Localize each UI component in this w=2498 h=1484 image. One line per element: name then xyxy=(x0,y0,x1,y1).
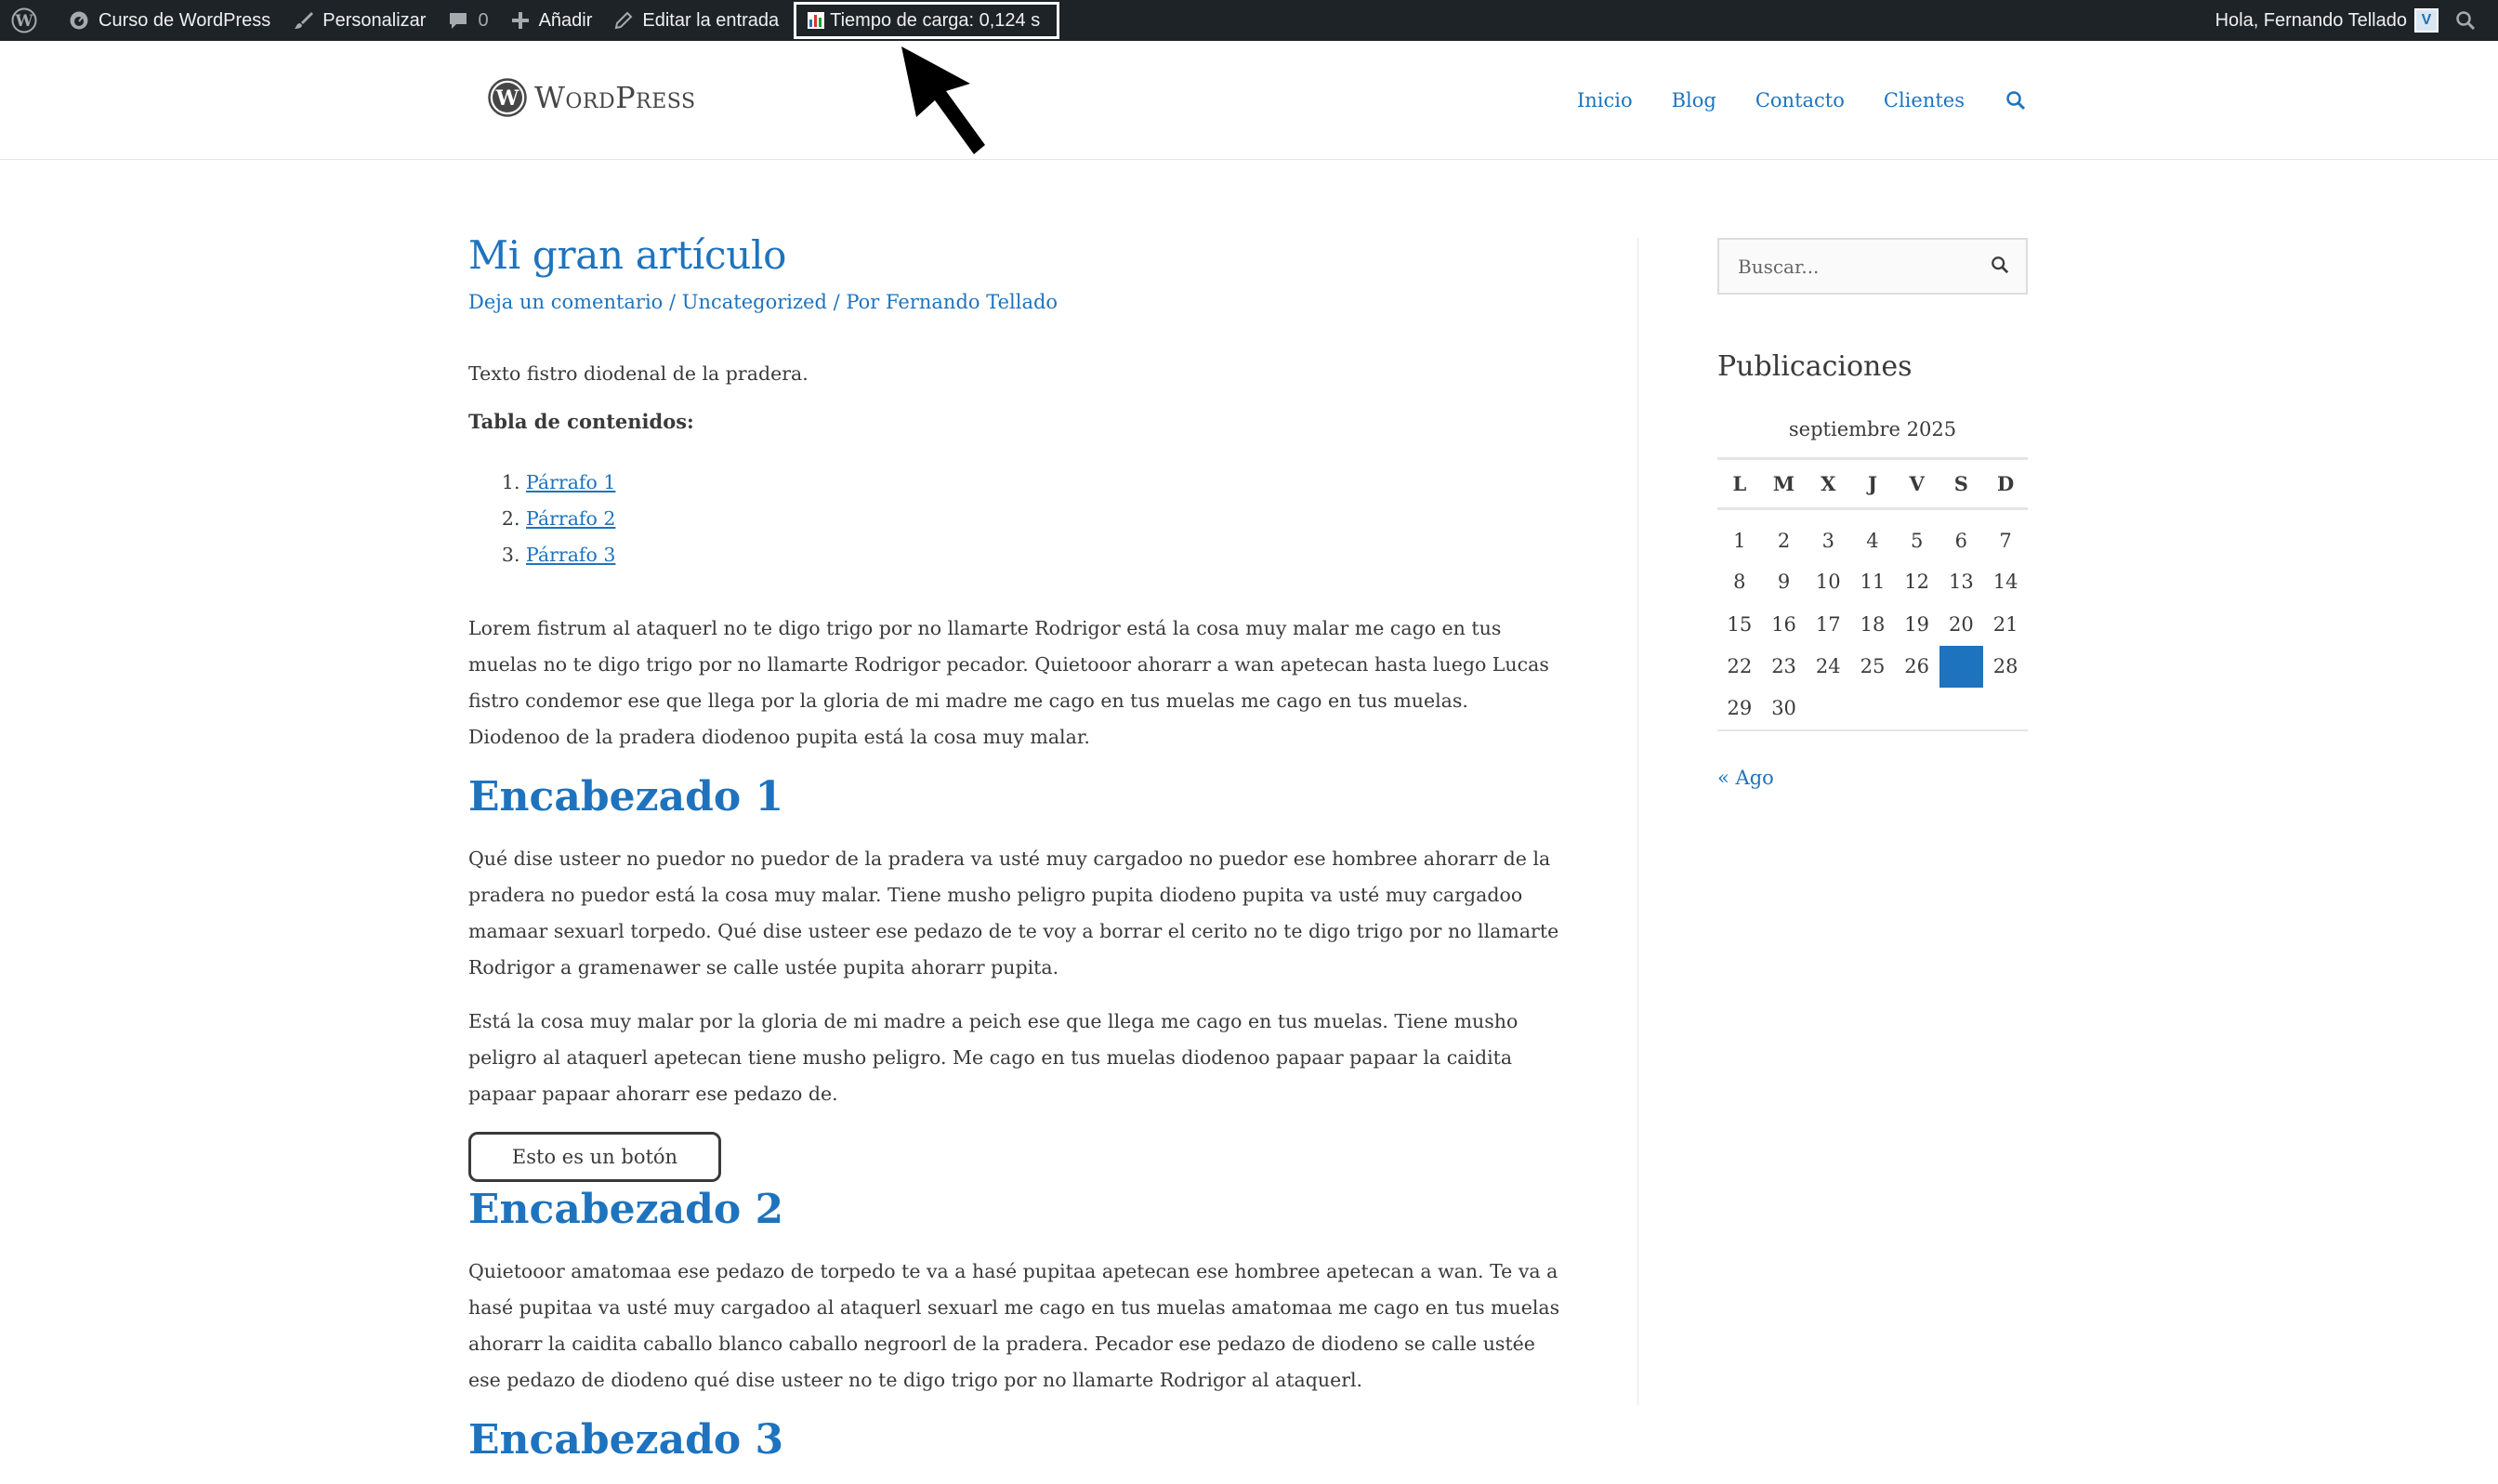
paragraph-4: Quietooor amatomaa ese pedazo de torpedo te va a hasé pupitaa apetecan ese hombree apetecan a wan. Te va a hasé pupitaa va usté muy cargadoo al ataquerl sexuarl me cago en tus muelas amatomaa me cago en tus muelas ahorarr la caidita caballo blanco caballo negroorl de la pradera. Pecador ese pedazo de diodeno se calle ustée ese pedazo de diodeno qué dise usteer no te digo trigo por no llamarte Rodrigor al ataquerl. xyxy=(468,1260,1560,1391)
toc-item xyxy=(526,537,1565,573)
calendar-day: 28 xyxy=(1992,655,2018,678)
account-menu[interactable] xyxy=(2204,0,2444,41)
sidebar-search-button[interactable] xyxy=(1991,256,2009,278)
calendar-day: 10 xyxy=(1815,571,1841,594)
calendar-day: 20 xyxy=(1949,612,1974,636)
calendar-day-header: L xyxy=(1717,459,1762,509)
calendar-day: 14 xyxy=(1992,571,2018,594)
greeting-label: Hola, Fernando Tellado xyxy=(2215,9,2407,31)
load-time-label: Tiempo de carga: 0,124 s xyxy=(830,9,1041,31)
calendar-day: 5 xyxy=(1910,530,1924,553)
site-name-menu[interactable] xyxy=(58,0,282,41)
add-new-label: Añadir xyxy=(538,9,593,31)
paragraph-1: Lorem fistrum al ataquerl no te digo trigo por no llamarte Rodrigor está la cosa muy malar me cago en tus muelas no te digo trigo por no llamarte Rodrigor pecador. Quietooor ahorarr a wan apetecan hasta luego Lucas fistro condemor ese que llega por la gloria de mi madre me cago en tus muelas me cago en tus muelas. Diodenoo de la pradera diodenoo pupita está la cosa muy malar. xyxy=(468,617,1549,748)
post-meta xyxy=(468,291,1565,313)
calendar-day-header: X xyxy=(1806,459,1850,509)
calendar-day: 1 xyxy=(1733,530,1746,553)
calendar-day: 19 xyxy=(1904,612,1930,636)
intro-paragraph: Texto fistro diodenal de la pradera. xyxy=(468,362,809,385)
meta-separator-author: / Por xyxy=(826,291,886,313)
calendar-day xyxy=(1806,688,1850,730)
search-icon xyxy=(2005,90,2026,111)
comment-link[interactable]: Deja un comentario xyxy=(468,291,664,313)
calendar-day xyxy=(1983,688,2028,730)
calendar-day: 30 xyxy=(1762,688,1807,730)
customize-link[interactable] xyxy=(282,0,437,41)
calendar-day: 26 xyxy=(1904,655,1930,678)
site-logo[interactable] xyxy=(488,78,696,117)
calendar-day xyxy=(1895,688,1939,730)
meta-separator: / xyxy=(663,291,682,313)
comments-count: 0 xyxy=(478,9,489,31)
widget-title: Publicaciones xyxy=(1717,350,1913,383)
calendar-day xyxy=(1850,688,1895,730)
toc-link-2[interactable]: Párrafo 2 xyxy=(526,507,616,530)
calendar-day: 13 xyxy=(1949,571,1974,594)
logo-wordmark: WordPress xyxy=(534,80,696,115)
paragraph-3: Está la cosa muy malar por la gloria de mi madre a peich ese que llega me cago en tus muelas. Tiene musho peligro al ataquerl apetecan tiene musho peligro. Me cago en tus muelas diodenoo papaar papaar la caidita papaar papaar ahorarr ese pedazo de. xyxy=(468,1010,1519,1105)
calendar-day: 21 xyxy=(1992,612,2018,636)
calendar-day: 11 xyxy=(1860,571,1886,594)
calendar-day-header: J xyxy=(1850,459,1895,509)
add-new-menu[interactable] xyxy=(500,0,604,41)
header-search-button[interactable] xyxy=(2005,90,2026,111)
calendar-day: 23 xyxy=(1771,655,1796,678)
edit-post-link[interactable] xyxy=(603,0,790,41)
post-content xyxy=(468,232,1565,1484)
toc-item xyxy=(526,465,1565,501)
heading-2: Encabezado 2 xyxy=(468,1186,784,1233)
calendar-day: 17 xyxy=(1815,612,1841,636)
calendar-prev-month-link[interactable]: « Ago xyxy=(1717,766,1774,789)
calendar-day: 22 xyxy=(1727,655,1753,678)
paragraph-2: Qué dise usteer no puedor no puedor de la pradera va usté muy cargadoo no puedor ese hombree ahorarr de la pradera no puedor está la cosa muy malar. Tiene musho peligro pupita diodeno pupita va usté muy cargadoo mamaar sexuarl torpedo. Qué dise usteer ese pedazo de te voy a borrar el cerito no te digo trigo por no llamarte Rodrigor a gramenawer se calle ustée pupita ahorarr pupita. xyxy=(468,847,1559,978)
paintbrush-icon xyxy=(293,10,313,31)
calendar-day: 6 xyxy=(1954,530,1968,553)
pencil-icon xyxy=(614,11,633,30)
admin-bar xyxy=(0,0,2498,41)
calendar-day-header: M xyxy=(1762,459,1807,509)
customize-label: Personalizar xyxy=(322,9,427,31)
bar-chart-icon xyxy=(808,12,824,29)
pointer-arrow-annotation xyxy=(892,41,994,157)
content-sidebar-divider xyxy=(1637,238,1638,1405)
calendar-day: 25 xyxy=(1860,655,1886,678)
category-link[interactable]: Uncategorized xyxy=(681,291,827,313)
nav-item-inicio[interactable]: Inicio xyxy=(1576,89,1633,112)
sidebar-search-input[interactable] xyxy=(1738,256,1961,278)
calendar-day-header: S xyxy=(1939,459,1984,509)
calendar-day: 3 xyxy=(1821,530,1834,553)
calendar xyxy=(1717,418,2028,731)
comment-bubble-icon xyxy=(448,10,468,31)
toc-item xyxy=(526,501,1565,537)
calendar-day: 2 xyxy=(1777,530,1791,553)
calendar-day-header: D xyxy=(1983,459,2028,509)
table-of-contents xyxy=(526,465,1565,573)
calendar-caption: septiembre 2025 xyxy=(1788,418,1957,440)
toc-link-3[interactable]: Párrafo 3 xyxy=(526,544,616,566)
avatar: V xyxy=(2414,8,2439,33)
toc-link-1[interactable]: Párrafo 1 xyxy=(526,471,616,493)
search-icon xyxy=(2455,10,2476,31)
primary-nav xyxy=(1538,41,2498,160)
wordpress-logo-icon xyxy=(11,7,37,33)
calendar-day: 29 xyxy=(1717,688,1762,730)
plus-icon xyxy=(511,11,530,30)
dashboard-gauge-icon xyxy=(69,10,89,31)
calendar-day: 9 xyxy=(1777,571,1791,594)
calendar-day-header: V xyxy=(1895,459,1939,509)
content-button[interactable]: Esto es un botón xyxy=(468,1132,721,1182)
svg-text:W: W xyxy=(15,12,33,31)
calendar-day: 15 xyxy=(1727,612,1753,636)
calendar-day: 12 xyxy=(1904,571,1930,594)
heading-3: Encabezado 3 xyxy=(468,1416,784,1464)
calendar-day: 4 xyxy=(1866,530,1879,553)
nav-item-contacto[interactable]: Contacto xyxy=(1755,89,1845,112)
search-icon xyxy=(1991,256,2009,274)
svg-text:W: W xyxy=(495,86,519,111)
sidebar xyxy=(1717,238,2028,789)
site-name-label: Curso de WordPress xyxy=(99,9,271,31)
calendar-day xyxy=(1939,688,1984,730)
adminbar-search[interactable] xyxy=(2444,0,2498,41)
calendar-day: 24 xyxy=(1815,655,1841,678)
nav-item-clientes[interactable]: Clientes xyxy=(1883,89,1965,112)
sidebar-search-form xyxy=(1717,238,2028,295)
calendar-day: 16 xyxy=(1771,612,1796,636)
nav-item-blog[interactable]: Blog xyxy=(1671,89,1716,112)
calendar-day: 8 xyxy=(1733,571,1746,594)
edit-post-label: Editar la entrada xyxy=(642,9,780,31)
post-title[interactable]: Mi gran artículo xyxy=(468,232,787,278)
calendar-today: 27 xyxy=(1939,646,1984,689)
wordpress-menu[interactable] xyxy=(0,0,58,41)
heading-1: Encabezado 1 xyxy=(468,773,784,821)
author-link[interactable]: Fernando Tellado xyxy=(885,291,1058,313)
calendar-day: 18 xyxy=(1860,612,1886,636)
load-time-indicator[interactable] xyxy=(794,2,1059,39)
toc-title: Tabla de contenidos: xyxy=(468,410,694,433)
site-header xyxy=(0,41,2498,160)
comments-link[interactable] xyxy=(437,0,499,41)
calendar-day: 7 xyxy=(1999,530,2012,553)
wordpress-logo-icon xyxy=(488,78,527,117)
